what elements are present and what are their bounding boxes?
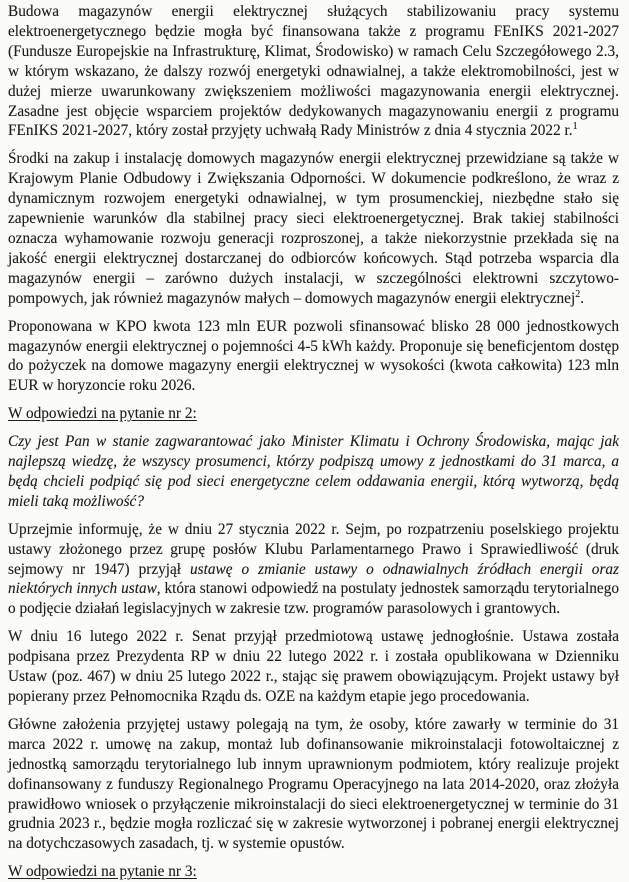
paragraph-sejm-ustawa bbox=[8, 520, 619, 620]
paragraph-feniks-text: Budowa magazynów energii elektrycznej służących stabilizowaniu pracy systemu elektroenergetycznego będzie mogła być finansowana także z programu FEnIKS 2021-2027 (Fundusze Europejskie na Infrastrukturę, Klimat, Środowisko) w ramach Celu Szczegółowego 2.3, w którym wskazano, że dalszy rozwój energetyki odnawialnej, a także elektromobilności, jest w dużej mierze uwarunkowany zwiększeniem możliwości magazynowania energii elektrycznej. Zasadne jest objęcie wsparciem projektów dedykowanych magazynowaniu energii z programu FEnIKS 2021-2027, który został przyjęty uchwałą Rady Ministrów z dnia 4 stycznia 2022 r. bbox=[8, 3, 619, 140]
quoted-question-2 bbox=[8, 432, 619, 512]
footnote-ref-1: 1 bbox=[572, 121, 578, 133]
paragraph-senat-prezydent bbox=[8, 627, 619, 707]
answer-heading-question-3-label: W odpowiedzi na pytanie nr 3: bbox=[8, 863, 197, 881]
answer-heading-question-2-label: W odpowiedzi na pytanie nr 2: bbox=[8, 405, 197, 423]
paragraph-sejm-after: , która stanowi odpowiedź na postulaty jednostek samorządu terytorialnego o podjęcie działań legislacyjnych w zakresie tzw. programów parasolowych i grantowych. bbox=[8, 580, 619, 618]
paragraph-kpo-kwota-text: Proponowana w KPO kwota 123 mln EUR pozwoli sfinansować blisko 28 000 jednostkowych magazynów energii elektrycznej o pojemności 4-5 kWh każdy. Proponuje się beneficjentom dostęp do pożyczek na domowe magazyny energii elektrycznej w wysokości (kwota całkowita) 123 mln EUR w horyzoncie roku 2026. bbox=[8, 317, 619, 395]
paragraph-kpo-srodki-period: . bbox=[580, 289, 585, 307]
paragraph-glowne-zalozenia bbox=[8, 715, 619, 854]
paragraph-sejm-before: Uprzejmie informuję, że w dniu 27 stycznia 2022 r. Sejm, po rozpatrzeniu poselskiego projektu ustawy złożonego przez grupę posłów Klubu Parlamentarnego Prawo i Sprawiedliwość (druk sejmowy nr 1947) przyjął bbox=[8, 520, 619, 578]
quoted-question-2-text: Czy jest Pan w stanie zagwarantować jako Minister Klimatu i Ochrony Środowiska, mając jak najlepszą wiedzę, że wszyscy prosumenci, którzy podpiszą umowy z jednostkami do 31 marca, a będą chcieli podpiąć się pod sieci energetyczne celem oddawania energii, którą wytworzą, będą mieli taką możliwość? bbox=[8, 433, 619, 510]
paragraph-kpo-srodki-text: Środki na zakup i instalację domowych magazynów energii elektrycznej przewidziane są także w Krajowym Planie Odbudowy i Zwiększania Odporności. W dokumencie podkreślono, że wraz z dynamicznym rozwojem energetyki odnawialnej, w tym prosumenckiej, niezbędne stało się zapewnienie warunków dla stabilnej pracy sieci elektroenergetycznej. Brak takiej stabilności oznacza wyhamowanie rozwoju generacji rozproszonej, a także niekorzystnie przekłada się na jakość energii elektrycznej dostarczanej do odbiorców końcowych. Stąd potrzeba wsparcia dla magazynów energii – zarówno dużych instalacji, w szczególności elektrowni szczytowo-pompowych, jak również magazynów małych – domowych magazynów energii elektrycznej bbox=[8, 150, 619, 307]
paragraph-kpo-kwota bbox=[8, 317, 619, 397]
paragraph-feniks-program bbox=[8, 2, 619, 141]
paragraph-kpo-srodki bbox=[8, 149, 619, 308]
paragraph-sejm-act-title: ustawę o zmianie ustawy o odnawialnych źródłach energii oraz niektórych innych ustaw bbox=[8, 560, 619, 598]
answer-heading-question-2 bbox=[8, 404, 619, 424]
answer-heading-question-3 bbox=[8, 862, 619, 882]
paragraph-senat-text: W dniu 16 lutego 2022 r. Senat przyjął przedmiotową ustawę jednogłośnie. Ustawa została podpisana przez Prezydenta RP w dniu 22 lutego 2022 r. i została opublikowana w Dzienniku Ustaw (poz. 467) w dniu 25 lutego 2022 r., stając się prawem obowiązującym. Projekt ustawy był popierany przez Pełnomocnika Rządu ds. OZE na każdym etapie jego procedowania. bbox=[8, 628, 619, 705]
footnote-ref-2: 2 bbox=[575, 288, 581, 300]
paragraph-glowne-zalozenia-text: Główne założenia przyjętej ustawy polegają na tym, że osoby, które zawarły w terminie do 31 marca 2022 r. umowę na zakup, montaż lub dofinansowanie mikroinstalacji fotowoltaicznej z jednostką samorządu terytorialnego lub innym uprawnionym podmiotem, który realizuje projekt dofinansowany z funduszy Regionalnego Programu Operacyjnego na lata 2014-2020, oraz złożyła prawidłowo wniosek o przyłączenie mikroinstalacji do sieci elektroenergetycznej w terminie do 31 grudnia 2023 r., będzie mogła rozliczać się w zakresie wytworzonej i pobranej energii elektrycznej na dotychczasowych zasadach, tj. w systemie opustów. bbox=[8, 715, 619, 853]
